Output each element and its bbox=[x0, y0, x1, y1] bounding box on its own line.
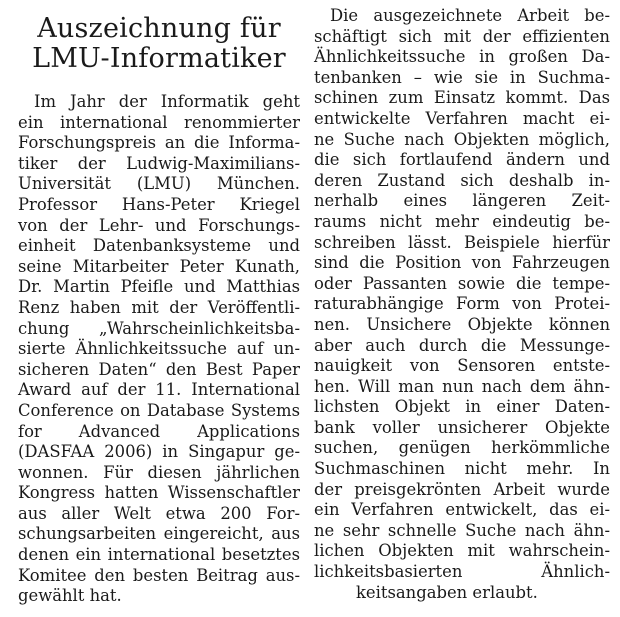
text-line: sind die Position von Fahrzeugen bbox=[314, 253, 610, 273]
text-line: suchen, genügen herkömmliche bbox=[314, 438, 610, 458]
left-column bbox=[18, 0, 300, 607]
text-line: Award auf der 11. International bbox=[18, 380, 300, 400]
right-column bbox=[314, 0, 610, 603]
text-line: Kongress hatten Wissenschaftler bbox=[18, 483, 300, 503]
text-line: ein Verfahren entwickelt, das ei- bbox=[314, 500, 610, 520]
text-line: hen. Will man nun nach dem ähn- bbox=[314, 376, 610, 396]
headline-line: LMU-Informatiker bbox=[32, 43, 286, 74]
text-line: Die ausgezeichnete Arbeit be- bbox=[330, 6, 610, 25]
text-line: von der Lehr- und Forschungs- bbox=[18, 215, 300, 235]
text-line: Dr. Martin Pfeifle und Matthias bbox=[18, 277, 300, 297]
text-line: schinen zum Einsatz kommt. Das bbox=[314, 88, 610, 108]
text-line: (DASFAA 2006) in Singapur ge- bbox=[18, 442, 300, 462]
text-line: tiker der Ludwig-Maximilians- bbox=[18, 153, 300, 173]
text-line: raums nicht mehr eindeutig be- bbox=[314, 211, 610, 231]
text-line: sierte Ähnlichkeitssuche auf un- bbox=[18, 339, 300, 359]
text-line: wonnen. Für diesen jährlichen bbox=[18, 462, 300, 482]
headline-line: Auszeichnung für bbox=[37, 13, 281, 44]
text-line: Conference on Database Systems bbox=[18, 400, 300, 420]
text-line: schäftigt sich mit der effizienten bbox=[314, 26, 610, 46]
text-line: lichen Objekten mit wahrschein- bbox=[314, 541, 610, 561]
text-line: einheit Datenbanksysteme und bbox=[18, 236, 300, 256]
text-line: ne Suche nach Objekten möglich, bbox=[314, 129, 610, 149]
text-line: nen. Unsichere Objekte können bbox=[314, 314, 610, 334]
text-line: tenbanken – wie sie in Suchma- bbox=[314, 67, 610, 87]
text-line: chung „Wahrscheinlichkeitsba- bbox=[18, 318, 300, 338]
text-line: bank voller unsicherer Objekte bbox=[314, 417, 610, 437]
right-column-body bbox=[314, 6, 610, 603]
text-line: schreiben lässt. Beispiele hierfür bbox=[314, 232, 610, 252]
text-line: deren Zustand sich deshalb in- bbox=[314, 170, 610, 190]
text-line: gewählt hat. bbox=[18, 586, 122, 606]
left-column-body bbox=[18, 92, 300, 607]
text-line: for Advanced Applications bbox=[18, 421, 300, 441]
text-line: ein international renommierter bbox=[18, 112, 300, 132]
text-line: Forschungspreis an die Informa- bbox=[18, 133, 300, 153]
text-line: nauigkeit von Sensoren entste- bbox=[314, 356, 610, 376]
text-line: Renz haben mit der Veröffentli- bbox=[18, 297, 300, 317]
text-line: denen ein international besetztes bbox=[18, 545, 300, 565]
text-line: seine Mitarbeiter Peter Kunath, bbox=[18, 256, 300, 276]
text-line: lichsten Objekt in einer Daten- bbox=[314, 397, 610, 417]
text-line: keitsangaben erlaubt. bbox=[356, 582, 538, 602]
text-line: der preisgekrönten Arbeit wurde bbox=[314, 479, 610, 499]
text-line: die sich fortlaufend ändern und bbox=[314, 150, 610, 170]
text-line: schungsarbeiten eingereicht, aus bbox=[18, 524, 300, 544]
text-line: sicheren Daten“ den Best Paper bbox=[18, 359, 300, 379]
text-line: Im Jahr der Informatik geht bbox=[34, 92, 300, 111]
text-line: oder Passanten sowie die tempe- bbox=[314, 273, 610, 293]
text-line: ne sehr schnelle Suche nach ähn- bbox=[314, 520, 610, 540]
text-line: aber auch durch die Messunge- bbox=[314, 335, 610, 355]
article-headline bbox=[18, 0, 300, 74]
text-line: raturabhängige Form von Protei- bbox=[314, 294, 610, 314]
text-line: lichkeitsbasierten Ähnlich- bbox=[314, 562, 610, 582]
text-line: Professor Hans-Peter Kriegel bbox=[18, 194, 300, 214]
text-line: Komitee den besten Beitrag aus- bbox=[18, 565, 300, 585]
text-line: entwickelte Verfahren macht ei- bbox=[314, 108, 610, 128]
text-line: Ähnlichkeitssuche in großen Da- bbox=[314, 47, 610, 67]
text-line: Suchmaschinen nicht mehr. In bbox=[314, 459, 610, 479]
text-line: nerhalb eines längeren Zeit- bbox=[314, 191, 610, 211]
text-line: aus aller Welt etwa 200 For- bbox=[18, 503, 300, 523]
text-line: Universität (LMU) München. bbox=[18, 174, 300, 194]
